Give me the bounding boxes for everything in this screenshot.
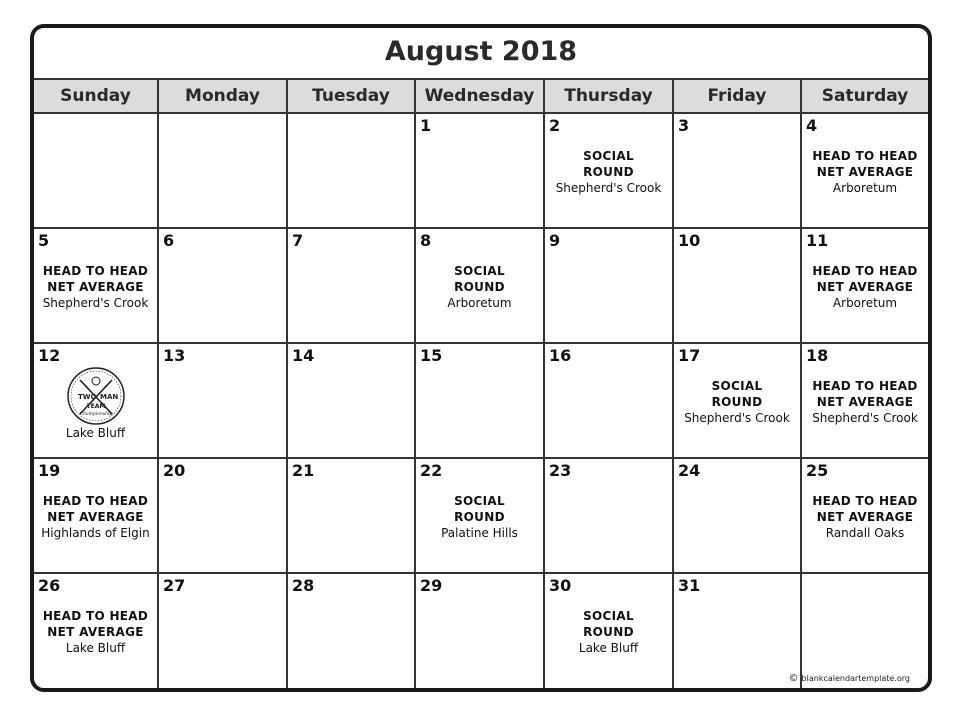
- logo-line-4: Championship: [79, 412, 112, 417]
- day-cell[interactable]: [288, 459, 416, 572]
- week-row: [34, 344, 928, 459]
- week-row: [34, 229, 928, 344]
- day-cell[interactable]: [545, 229, 674, 342]
- event-entry: [802, 378, 928, 426]
- day-cell[interactable]: [34, 459, 159, 572]
- logo-line-3: TEAM: [86, 403, 105, 410]
- day-cell[interactable]: [545, 459, 674, 572]
- event-title-line: HEAD TO HEAD: [42, 264, 149, 278]
- day-cell[interactable]: [802, 344, 928, 457]
- two-man-team-championship-logo: [34, 366, 157, 431]
- calendar-grid: [34, 78, 928, 690]
- day-cell[interactable]: [34, 344, 159, 457]
- weekday-saturday: Saturday: [821, 86, 909, 106]
- event-entry: [34, 608, 157, 656]
- weeks-container: [34, 114, 928, 690]
- event-title-line: ROUND: [583, 165, 634, 179]
- event-title-line: SOCIAL: [583, 609, 634, 623]
- day-number: 30: [549, 576, 572, 595]
- event-location: Arboretum: [832, 296, 898, 310]
- event-title-line: HEAD TO HEAD: [812, 494, 918, 508]
- day-number: 11: [806, 231, 829, 250]
- day-number: 3: [678, 116, 690, 135]
- event-title-line: ROUND: [454, 280, 505, 294]
- event-title-line: NET AVERAGE: [47, 625, 144, 639]
- day-number: 8: [420, 231, 432, 250]
- day-number: 18: [806, 346, 829, 365]
- day-cell[interactable]: [416, 574, 545, 690]
- logo-line-1: TWO: [77, 393, 96, 401]
- copyright-icon: ©: [788, 673, 799, 684]
- day-number: 13: [163, 346, 186, 365]
- event-entry: [34, 263, 157, 311]
- event-location: Shepherd's Crook: [812, 411, 918, 425]
- day-number: 27: [163, 576, 186, 595]
- calendar-frame: [30, 24, 932, 692]
- weekday-header-row: [34, 78, 928, 114]
- day-cell[interactable]: [545, 574, 674, 690]
- weekday-sunday: Sunday: [34, 80, 159, 112]
- event-title-line: ROUND: [711, 395, 763, 409]
- day-number: 16: [549, 346, 572, 365]
- day-number: 25: [806, 461, 829, 480]
- day-number: 26: [38, 576, 61, 595]
- event-location: Arboretum: [447, 296, 512, 310]
- day-cell[interactable]: [674, 344, 802, 457]
- day-cell[interactable]: [416, 229, 545, 342]
- day-cell[interactable]: [416, 459, 545, 572]
- day-cell[interactable]: [416, 344, 545, 457]
- day-number: 12: [38, 346, 61, 365]
- page-title: August 2018: [384, 36, 578, 67]
- day-cell[interactable]: [288, 344, 416, 457]
- event-entry: [545, 608, 672, 656]
- event-title-line: SOCIAL: [583, 149, 634, 163]
- event-title-line: SOCIAL: [454, 264, 505, 278]
- day-number: 14: [292, 346, 315, 365]
- day-number: 28: [292, 576, 315, 595]
- event-title-line: ROUND: [583, 625, 634, 639]
- day-cell[interactable]: [674, 459, 802, 572]
- event-location: Shepherd's Crook: [684, 411, 790, 425]
- day-cell[interactable]: [674, 114, 802, 227]
- event-title-line: SOCIAL: [711, 379, 763, 393]
- event-entry: [416, 493, 543, 541]
- event-location: Lake Bluff: [65, 641, 126, 655]
- event-location: Highlands of Elgin: [41, 526, 150, 540]
- event-entry: [545, 148, 672, 196]
- day-number: 15: [420, 346, 443, 365]
- event-title-line: HEAD TO HEAD: [42, 494, 149, 508]
- event-location: Randall Oaks: [825, 526, 905, 540]
- logo-line-2: MAN: [99, 393, 118, 401]
- day-cell[interactable]: [288, 574, 416, 690]
- day-cell[interactable]: [416, 114, 545, 227]
- event-title-line: HEAD TO HEAD: [812, 149, 918, 163]
- event-title-line: ROUND: [454, 510, 505, 524]
- day-number: 24: [678, 461, 701, 480]
- week-row: [34, 459, 928, 574]
- weekday-wednesday: Wednesday: [416, 80, 545, 112]
- day-cell[interactable]: [159, 574, 288, 690]
- weekday-tuesday: Tuesday: [288, 80, 416, 112]
- day-cell[interactable]: [159, 114, 288, 227]
- day-cell[interactable]: [34, 114, 159, 227]
- weekday-thursday: Thursday: [545, 80, 674, 112]
- event-location: Arboretum: [832, 181, 898, 195]
- day-number: 31: [678, 576, 701, 595]
- day-cell[interactable]: [34, 229, 159, 342]
- event-title-line: HEAD TO HEAD: [812, 264, 918, 278]
- day-number: 19: [38, 461, 61, 480]
- event-title-line: NET AVERAGE: [47, 510, 144, 524]
- day-number: 23: [549, 461, 572, 480]
- event-entry: [416, 263, 543, 311]
- credit-text: blankcalendartemplate.org: [801, 674, 910, 683]
- day-number: 9: [549, 231, 561, 250]
- day-cell[interactable]: [545, 114, 674, 227]
- day-number: 6: [163, 231, 175, 250]
- event-entry: [802, 148, 928, 196]
- event-title-line: HEAD TO HEAD: [42, 609, 149, 623]
- event-title-line: NET AVERAGE: [816, 280, 914, 294]
- weekday-friday: Friday: [674, 80, 802, 112]
- day-cell[interactable]: [674, 229, 802, 342]
- site-credit: [789, 673, 910, 684]
- day-cell[interactable]: [674, 574, 802, 690]
- event-entry: [802, 263, 928, 311]
- day-number: 5: [38, 231, 50, 250]
- event-title-line: NET AVERAGE: [47, 280, 144, 294]
- day-number: 21: [292, 461, 315, 480]
- event-title-line: HEAD TO HEAD: [812, 379, 918, 393]
- day-number: 17: [678, 346, 701, 365]
- event-entry: [802, 493, 928, 541]
- event-entry: [674, 378, 800, 426]
- day-cell[interactable]: [802, 229, 928, 342]
- day-cell[interactable]: [802, 114, 928, 227]
- day-number: 1: [420, 116, 432, 135]
- event-location: Shepherd's Crook: [42, 296, 149, 310]
- day-number: 10: [678, 231, 701, 250]
- day-number: 29: [420, 576, 443, 595]
- event-entry: [34, 493, 157, 541]
- weekday-monday: Monday: [159, 80, 288, 112]
- event-location: Shepherd's Crook: [555, 181, 662, 195]
- day-cell[interactable]: [159, 459, 288, 572]
- day-cell[interactable]: [159, 229, 288, 342]
- day-cell[interactable]: [545, 344, 674, 457]
- event-title-line: NET AVERAGE: [816, 510, 914, 524]
- day-cell[interactable]: [34, 574, 159, 690]
- day-cell[interactable]: [802, 459, 928, 572]
- day-number: 2: [549, 116, 561, 135]
- event-title-line: NET AVERAGE: [816, 395, 914, 409]
- day-cell[interactable]: [288, 114, 416, 227]
- event-location: Palatine Hills: [441, 526, 518, 540]
- event-location: Lake Bluff: [578, 641, 639, 655]
- day-cell[interactable]: [288, 229, 416, 342]
- day-number: 7: [292, 231, 304, 250]
- day-cell[interactable]: [159, 344, 288, 457]
- day-number: 4: [806, 116, 818, 135]
- event-title-line: SOCIAL: [454, 494, 505, 508]
- week-row: [34, 114, 928, 229]
- day-number: 22: [420, 461, 443, 480]
- event-location: Lake Bluff: [65, 426, 126, 440]
- event-title-line: NET AVERAGE: [816, 165, 914, 179]
- day-number: 20: [163, 461, 186, 480]
